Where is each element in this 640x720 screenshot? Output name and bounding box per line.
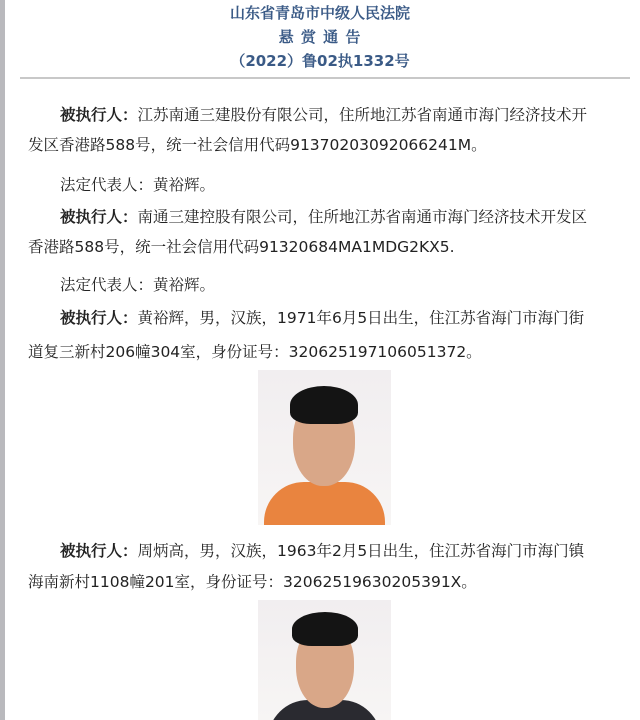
legal-rep-2: 法定代表人：黄裕辉。 [60, 276, 216, 294]
notice-title: 悬 赏 通 告 [278, 28, 362, 46]
entry-3-line-1: 被执行人：黄裕辉，男，汉族，1971年6月5日出生，住江苏省海门市海门街 [60, 309, 585, 327]
divider [20, 77, 630, 79]
legal-rep-1: 法定代表人：黄裕辉。 [60, 176, 216, 194]
entry-4-line-2: 海南新村1108幢201室，身份证号：32062519630205391X。 [28, 573, 477, 591]
entry-2-line-2: 香港路588号，统一社会信用代码91320684MA1MDG2KX5. [28, 238, 455, 256]
photo-zhou-binggao [258, 600, 391, 720]
entry-4-line-1: 被执行人：周炳高，男，汉族，1963年2月5日出生，住江苏省海门市海门镇 [60, 542, 585, 560]
entry-1-line-1: 被执行人：江苏南通三建股份有限公司，住所地江苏省南通市海门经济技术开 [60, 106, 588, 124]
photo-huang-yuhui [258, 370, 391, 525]
entry-3-line-2: 道复三新村206幢304室，身份证号：320625197106051372。 [28, 343, 482, 361]
entry-2-line-1: 被执行人：南通三建控股有限公司，住所地江苏省南通市海门经济技术开发区 [60, 208, 588, 226]
court-name: 山东省青岛市中级人民法院 [229, 4, 410, 22]
case-number: （2022）鲁02执1332号 [230, 52, 410, 70]
left-border [0, 0, 5, 720]
entry-1-line-2: 发区香港路588号，统一社会信用代码91370203092066241M。 [28, 136, 487, 154]
